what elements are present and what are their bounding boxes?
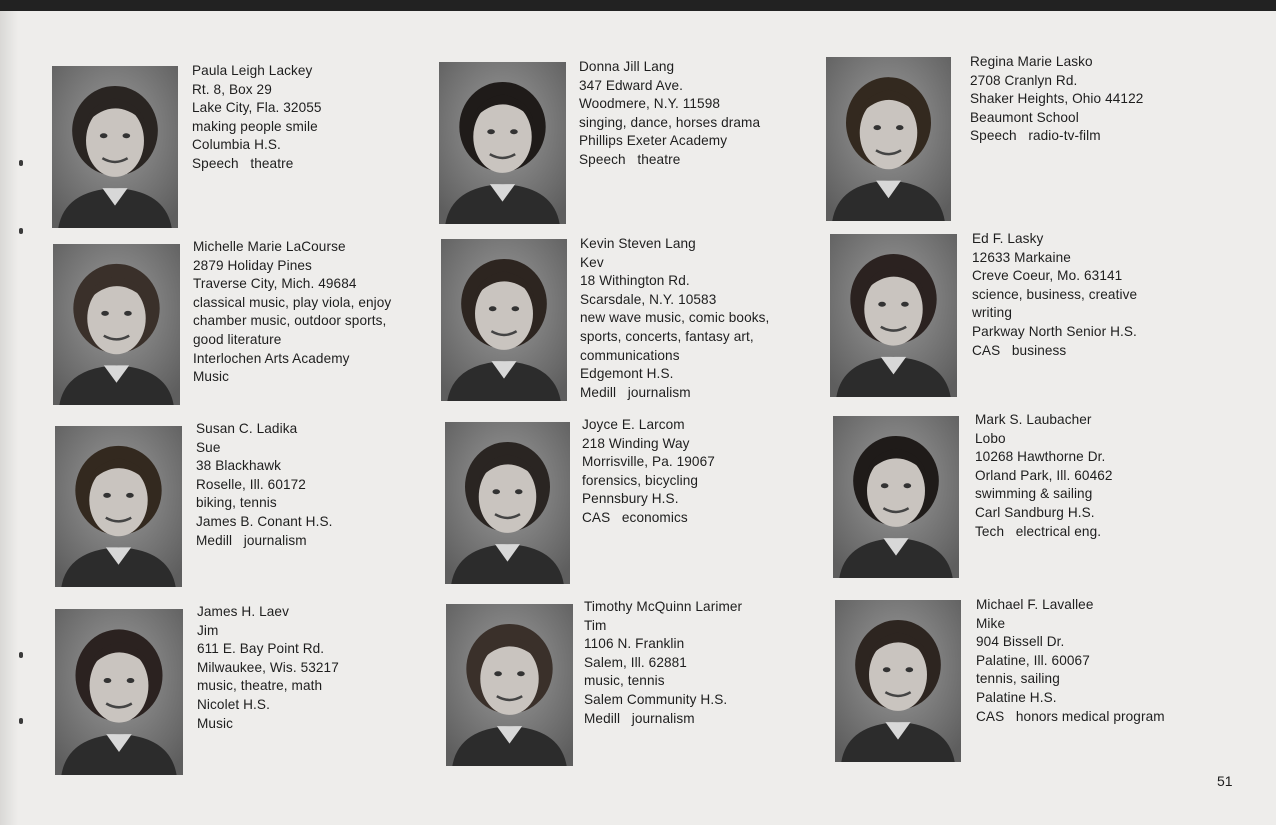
student-detail-line: 904 Bissell Dr. xyxy=(976,634,1065,650)
student-detail-line: Woodmere, N.Y. 11598 xyxy=(579,96,721,112)
student-detail-line: 10268 Hawthorne Dr. xyxy=(975,449,1106,465)
student-detail-line: Shaker Heights, Ohio 44122 xyxy=(970,91,1144,107)
student-detail-line: Music xyxy=(197,715,233,731)
student-detail-line: CAS business xyxy=(972,342,1067,358)
student-detail-line: Roselle, Ill. 60172 xyxy=(196,476,306,492)
student-info xyxy=(580,235,769,402)
student-detail-line: Rt. 8, Box 29 xyxy=(192,81,272,97)
student-detail-line: Speech radio-tv-film xyxy=(970,128,1101,144)
student-detail-line: 347 Edward Ave. xyxy=(579,77,684,93)
student-detail-line: Pennsbury H.S. xyxy=(582,491,679,507)
student-detail-line: Parkway North Senior H.S. xyxy=(972,323,1137,339)
student-name: Timothy McQuinn Larimer xyxy=(584,599,743,614)
student-detail-line: 2708 Cranlyn Rd. xyxy=(970,72,1078,88)
student-name: James H. Laev xyxy=(197,604,289,619)
student-detail-line: science, business, creative xyxy=(972,286,1138,302)
student-info xyxy=(976,596,1165,726)
student-detail-line: making people smile xyxy=(192,118,318,134)
student-name: Paula Leigh Lackey xyxy=(192,63,313,78)
student-detail-line: tennis, sailing xyxy=(976,671,1060,687)
binding-hole xyxy=(19,228,23,234)
student-detail-line: good literature xyxy=(193,331,282,347)
student-detail-line: Kev xyxy=(580,254,604,270)
student-name: Kevin Steven Lang xyxy=(580,236,696,251)
student-detail-line: Carl Sandburg H.S. xyxy=(975,504,1095,520)
student-detail-line: classical music, play viola, enjoy xyxy=(193,294,392,310)
student-detail-line: CAS honors medical program xyxy=(976,708,1165,724)
student-detail-line: Salem Community H.S. xyxy=(584,691,728,707)
student-photo xyxy=(52,66,178,228)
student-photo xyxy=(439,62,566,224)
student-detail-line: Morrisville, Pa. 19067 xyxy=(582,454,715,470)
student-photo xyxy=(445,422,570,584)
student-detail-line: sports, concerts, fantasy art, xyxy=(580,328,754,344)
student-detail-line: music, theatre, math xyxy=(197,678,323,694)
student-name: Michael F. Lavallee xyxy=(976,597,1094,612)
student-info xyxy=(975,411,1113,541)
student-photo xyxy=(53,244,180,405)
student-detail-line: Edgemont H.S. xyxy=(580,366,674,382)
student-detail-line: Speech theatre xyxy=(192,155,294,171)
student-detail-line: CAS economics xyxy=(582,509,688,525)
student-detail-line: 611 E. Bay Point Rd. xyxy=(197,641,325,657)
student-name: Donna Jill Lang xyxy=(579,59,675,74)
student-detail-line: Medill journalism xyxy=(584,710,695,726)
student-photo xyxy=(835,600,961,762)
student-detail-line: Lake City, Fla. 32055 xyxy=(192,100,322,116)
student-detail-line: Creve Coeur, Mo. 63141 xyxy=(972,268,1123,284)
student-info xyxy=(193,238,391,387)
student-detail-line: 1106 N. Franklin xyxy=(584,636,685,652)
student-info xyxy=(970,53,1143,146)
student-photo xyxy=(55,609,183,775)
student-detail-line: 18 Withington Rd. xyxy=(580,273,690,289)
student-detail-line: Palatine H.S. xyxy=(976,689,1057,705)
student-name: Regina Marie Lasko xyxy=(970,54,1093,69)
student-detail-line: music, tennis xyxy=(584,673,665,689)
student-detail-line: Interlochen Arts Academy xyxy=(193,350,350,366)
student-detail-line: Nicolet H.S. xyxy=(197,696,270,712)
student-detail-line: 2879 Holiday Pines xyxy=(193,257,312,273)
student-detail-line: Medill journalism xyxy=(196,532,307,548)
student-detail-line: Speech theatre xyxy=(579,151,681,167)
student-photo xyxy=(833,416,959,578)
student-detail-line: communications xyxy=(580,347,680,363)
student-info xyxy=(584,598,742,728)
student-detail-line: Music xyxy=(193,369,229,385)
student-detail-line: James B. Conant H.S. xyxy=(196,513,333,529)
student-detail-line: Scarsdale, N.Y. 10583 xyxy=(580,291,717,307)
binding-hole xyxy=(19,652,23,658)
student-detail-line: Milwaukee, Wis. 53217 xyxy=(197,659,339,675)
scanner-top-edge xyxy=(0,0,1276,11)
student-info xyxy=(197,603,339,733)
student-detail-line: forensics, bicycling xyxy=(582,472,699,488)
student-detail-line: new wave music, comic books, xyxy=(580,310,770,326)
student-detail-line: Mike xyxy=(976,615,1006,631)
student-info xyxy=(579,58,760,170)
student-photo xyxy=(446,604,573,766)
student-name: Michelle Marie LaCourse xyxy=(193,239,346,254)
student-photo xyxy=(441,239,567,401)
student-detail-line: Medill journalism xyxy=(580,384,691,400)
student-name: Mark S. Laubacher xyxy=(975,412,1092,427)
student-info xyxy=(192,62,322,174)
student-photo xyxy=(55,426,182,587)
student-detail-line: Sue xyxy=(196,439,221,455)
student-name: Ed F. Lasky xyxy=(972,231,1044,246)
student-detail-line: Orland Park, Ill. 60462 xyxy=(975,467,1113,483)
student-detail-line: Jim xyxy=(197,622,219,638)
student-detail-line: Phillips Exeter Academy xyxy=(579,133,728,149)
student-detail-line: Salem, Ill. 62881 xyxy=(584,654,687,670)
student-name: Joyce E. Larcom xyxy=(582,417,685,432)
student-name: Susan C. Ladika xyxy=(196,421,298,436)
student-detail-line: 218 Winding Way xyxy=(582,435,690,451)
student-info xyxy=(196,420,332,550)
student-detail-line: Beaumont School xyxy=(970,109,1079,125)
student-detail-line: Traverse City, Mich. 49684 xyxy=(193,276,357,292)
binding-hole xyxy=(19,718,23,724)
student-photo xyxy=(830,234,957,397)
student-info xyxy=(972,230,1137,360)
student-detail-line: swimming & sailing xyxy=(975,486,1093,502)
student-detail-line: 12633 Markaine xyxy=(972,249,1071,265)
student-detail-line: biking, tennis xyxy=(196,495,277,511)
student-photo xyxy=(826,57,951,221)
student-detail-line: Columbia H.S. xyxy=(192,137,281,153)
student-detail-line: Lobo xyxy=(975,430,1006,446)
page-number: 51 xyxy=(1217,773,1233,789)
student-detail-line: Tim xyxy=(584,617,607,633)
student-detail-line: 38 Blackhawk xyxy=(196,458,282,474)
student-detail-line: writing xyxy=(972,305,1012,321)
student-detail-line: chamber music, outdoor sports, xyxy=(193,313,387,329)
binding-hole xyxy=(19,160,23,166)
student-detail-line: Tech electrical eng. xyxy=(975,523,1102,539)
student-detail-line: Palatine, Ill. 60067 xyxy=(976,652,1090,668)
student-detail-line: singing, dance, horses drama xyxy=(579,114,761,130)
student-info xyxy=(582,416,715,528)
page-binding-edge xyxy=(0,11,18,825)
